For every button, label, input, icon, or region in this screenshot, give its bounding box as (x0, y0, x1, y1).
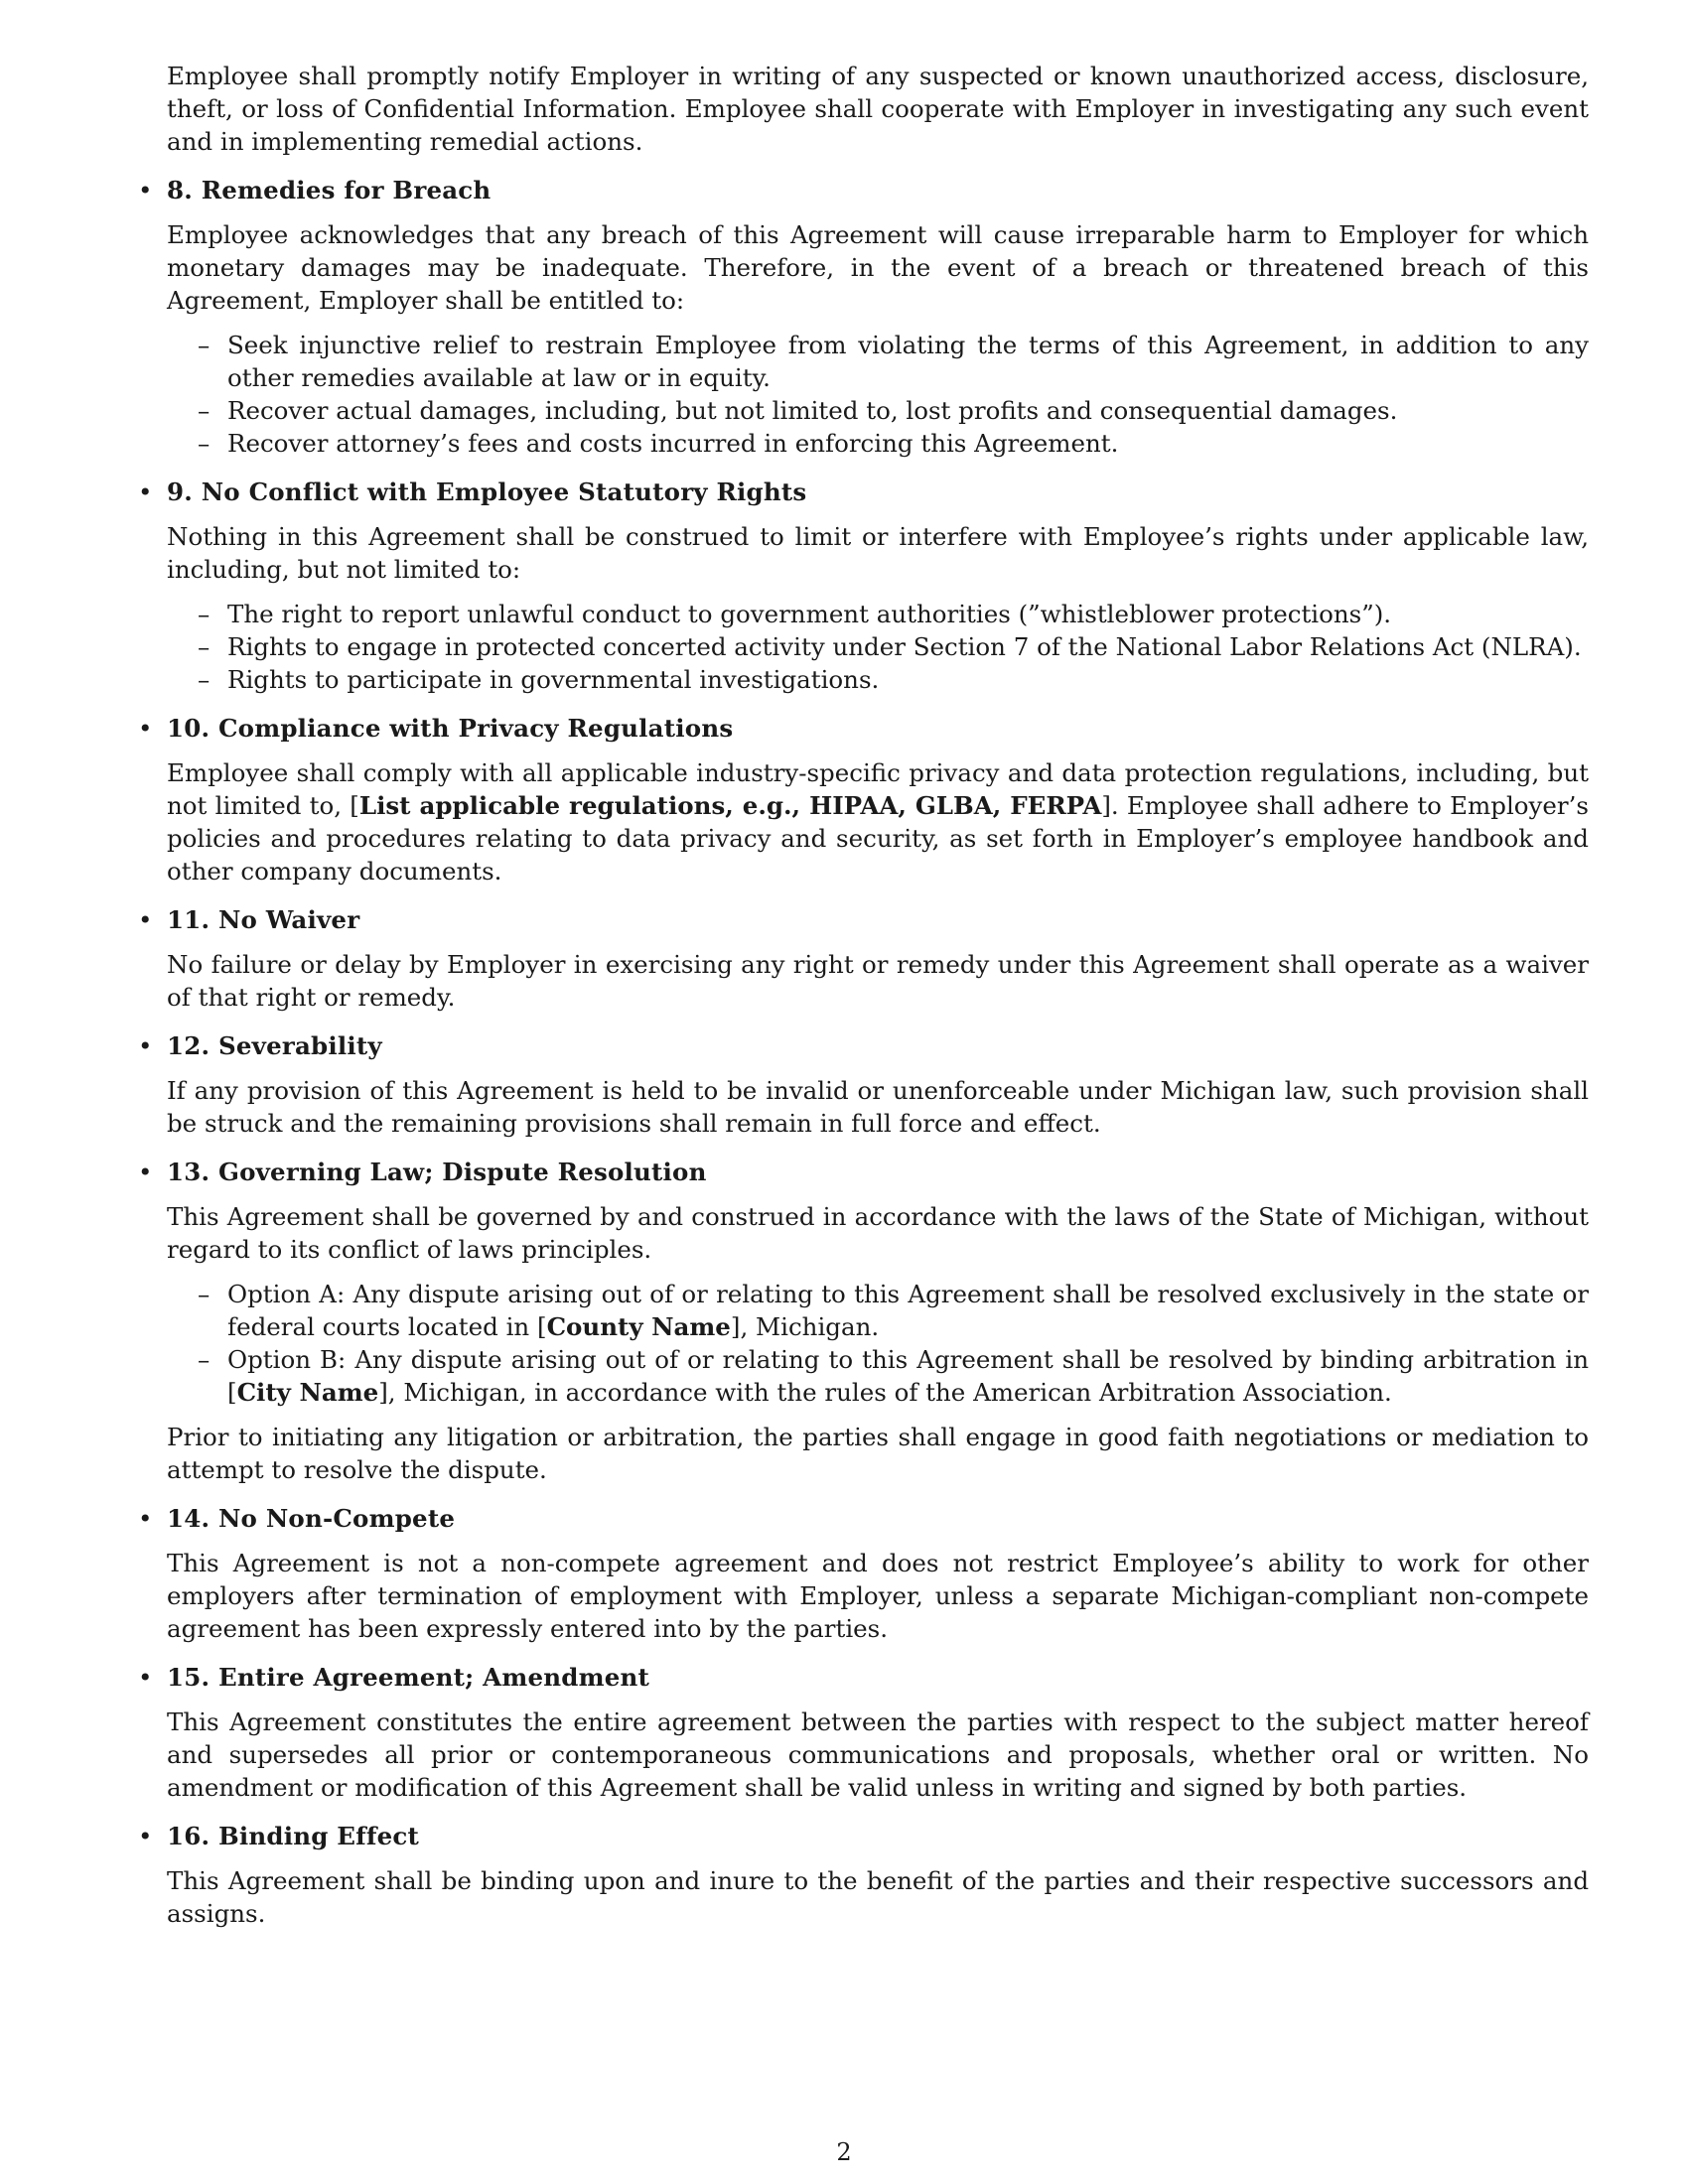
dash-icon: – (198, 600, 211, 628)
bullet-icon: • (138, 905, 153, 934)
dash-icon: – (198, 331, 211, 359)
bullet-icon: • (138, 1822, 153, 1850)
section-9 (138, 476, 1589, 696)
bullet-icon: • (138, 1504, 153, 1533)
section-body: This Agreement is not a non-compete agreement and does not restrict Employee’s ability to work for other employers after termination of employment with Employer, unless a separate Michigan-compliant non-compete agreement has been expressly entered into by the parties. (167, 1549, 1589, 1643)
dash-icon: – (198, 1280, 211, 1308)
section-body: If any provision of this Agreement is held to be invalid or unenforceable under Michigan law, such provision shall be struck and the remaining provisions shall remain in full force and effect. (167, 1076, 1589, 1138)
document-page (138, 60, 1589, 1930)
section-heading: 14. No Non-Compete (167, 1504, 456, 1533)
bullet-icon: • (138, 1158, 153, 1186)
section-heading: 12. Severability (167, 1031, 382, 1060)
sub-list (167, 1278, 1589, 1409)
section-body: This Agreement shall be binding upon and inure to the benefit of the parties and their respective successors and assigns. (167, 1866, 1589, 1928)
county-placeholder: County Name (546, 1312, 731, 1341)
section-body: Nothing in this Agreement shall be construed to limit or interfere with Employee’s rights under applicable law, including, but not limited to: (167, 522, 1589, 584)
section-10 (138, 712, 1589, 887)
section-11 (138, 903, 1589, 1014)
section-body: Employee shall comply with all applicable industry-specific privacy and data protection regulations, including, but not limited to, [List applicable regulations, e.g., HIPAA, GLBA, FERPA]. Employee shall adhere to Employer’s policies and procedures relating to data privacy and security, as set forth in Employer’s employee handbook and other company documents. (167, 758, 1589, 886)
section-heading: 16. Binding Effect (167, 1822, 420, 1850)
section-body: This Agreement constitutes the entire agreement between the parties with respect to the subject matter hereof and supersedes all prior or contemporaneous communications and proposals, whether oral or written. No amendment or modification of this Agreement shall be valid unless in writing and signed by both parties. (167, 1707, 1589, 1802)
list-item-option-b: – Option B: Any dispute arising out of or relating to this Agreement shall be resolved by binding arbitration in [City Name], Michigan, in accordance with the rules of the American Arbitration Association. (198, 1345, 1589, 1407)
page-number: 2 (836, 2138, 852, 2166)
section-body: Employee acknowledges that any breach of this Agreement will cause irreparable harm to Employer for which monetary damages may be inadequate. Therefore, in the event of a breach or threatened breach of this Agreement, Employer shall be entitled to: (167, 220, 1589, 315)
bullet-icon: • (138, 176, 153, 205)
sub-list (167, 598, 1589, 696)
section-heading: 10. Compliance with Privacy Regulations (167, 714, 734, 743)
regulations-placeholder: List applicable regulations, e.g., HIPAA, GLBA, FERPA (358, 791, 1102, 820)
section-heading: 9. No Conflict with Employee Statutory Rights (167, 478, 807, 506)
section-heading: 15. Entire Agreement; Amendment (167, 1663, 650, 1692)
bullet-icon: • (138, 1031, 153, 1060)
list-item-option-a: – Option A: Any dispute arising out of or relating to this Agreement shall be resolved exclusively in the state or federal courts located in [County Name], Michigan. (198, 1280, 1589, 1341)
section-12 (138, 1029, 1589, 1140)
section-16 (138, 1820, 1589, 1930)
section-14 (138, 1502, 1589, 1645)
dash-icon: – (198, 429, 211, 458)
bullet-icon: • (138, 478, 153, 506)
bullet-icon: • (138, 714, 153, 743)
section-13 (138, 1156, 1589, 1486)
section-heading: 8. Remedies for Breach (167, 176, 492, 205)
dash-icon: – (198, 665, 211, 694)
bullet-icon: • (138, 1663, 153, 1692)
dash-icon: – (198, 396, 211, 425)
list-item: – Rights to engage in protected concerted activity under Section 7 of the National Labor Relations Act (NLRA). (198, 632, 1582, 661)
section-15 (138, 1661, 1589, 1804)
section-closing: Prior to initiating any litigation or arbitration, the parties shall engage in good faith negotiations or mediation to attempt to resolve the dispute. (167, 1423, 1589, 1484)
list-item: – Seek injunctive relief to restrain Employee from violating the terms of this Agreement, in addition to any other remedies available at law or in equity. (198, 331, 1589, 392)
city-placeholder: City Name (236, 1378, 379, 1407)
list-item: – Recover actual damages, including, but not limited to, lost profits and consequential damages. (198, 396, 1398, 425)
dash-icon: – (198, 632, 211, 661)
list-item: – The right to report unlawful conduct to government authorities (”whistleblower protections”). (198, 600, 1392, 628)
sub-list (167, 329, 1589, 460)
section-8 (138, 174, 1589, 460)
list-item: – Rights to participate in governmental investigations. (198, 665, 880, 694)
section-heading: 13. Governing Law; Dispute Resolution (167, 1158, 707, 1186)
dash-icon: – (198, 1345, 211, 1374)
section-body: This Agreement shall be governed by and construed in accordance with the laws of the State of Michigan, without regard to its conflict of laws principles. (167, 1202, 1589, 1264)
section-body: No failure or delay by Employer in exercising any right or remedy under this Agreement shall operate as a waiver of that right or remedy. (167, 950, 1589, 1012)
section-heading: 11. No Waiver (167, 905, 360, 934)
list-item: – Recover attorney’s fees and costs incurred in enforcing this Agreement. (198, 429, 1119, 458)
intro-paragraph: Employee shall promptly notify Employer in writing of any suspected or known unauthorized access, disclosure, theft, or loss of Confidential Information. Employee shall cooperate with Employer in investigating any such event and in implementing remedial actions. (167, 62, 1589, 156)
